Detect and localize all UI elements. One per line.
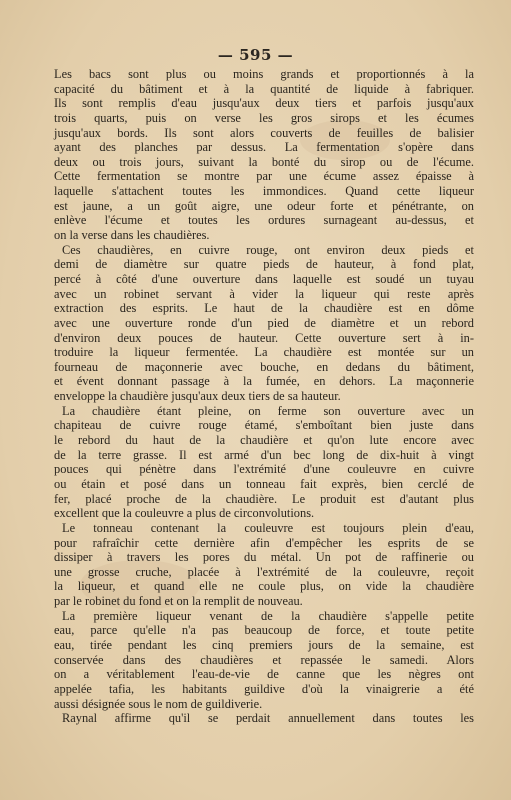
text-line: on a véritablement l'eau-de-vie de canne que les nègres ont (54, 667, 474, 682)
text-line: demi de diamètre sur quatre pieds de hauteur, à fond plat, (54, 257, 474, 272)
text-line: Cette fermentation se montre par une écume assez épaisse à (54, 169, 474, 184)
text-line: on la verse dans les chaudières. (54, 228, 210, 243)
text-line: Le tonneau contenant la couleuvre est toujours plein d'eau, (62, 520, 474, 535)
text-line: jusqu'aux bords. Ils sont alors couverts de feuilles de balisier (54, 125, 474, 140)
text-line: pour rafraîchir cette dernière afin d'empêcher les esprits de se (54, 535, 474, 550)
text-line: La première liqueur venant de la chaudière s'appelle petite (62, 608, 474, 623)
page-number: — 595 — (217, 46, 294, 64)
text-line: enveloppe la chaudière jusqu'aux deux tiers de sa hauteur. (54, 389, 341, 404)
text-line: ou étain et posé dans un tonneau fait exprès, bien cerclé de (54, 476, 474, 491)
text-line: troduire la liqueur fermentée. La chaudière est montée sur un (54, 345, 474, 360)
text-line: avec un robinet servant à vider la liqueur qui reste après (54, 286, 474, 301)
text-line: La chaudière étant pleine, on ferme son ouverture avec un (62, 403, 474, 418)
text-line: Ces chaudières, en cuivre rouge, ont environ deux pieds et (62, 242, 474, 257)
text-line: par le robinet du fond et on la remplit de nouveau. (54, 594, 303, 609)
text-line: eau, tirée pendant les cinq premiers jours de la semaine, est (54, 637, 474, 652)
text-line: deux ou trois jours, suivant la bonté du sirop ou de l'écume. (54, 154, 474, 169)
text-line: enlève l'écume et toutes les ordures surnageant au-dessus, et (54, 213, 474, 228)
text-line: une grosse cruche, placée à l'extrémité de la couleuvre, reçoit (54, 564, 474, 579)
text-line: la liqueur, et quand elle ne coule plus, on vide la chaudière (54, 579, 474, 594)
text-line: le rebord du haut de la chaudière et qu'on lute encore avec (54, 433, 474, 448)
text-line: pouces qui pénètre dans l'extrémité d'une couleuvre en cuivre (54, 462, 474, 477)
text-line: fer, placé proche de la chaudière. Le produit est d'autant plus (54, 491, 474, 506)
text-line: capacité du bâtiment et à la quantité de liquide à fabriquer. (54, 81, 474, 96)
text-line: extraction des esprits. Le haut de la chaudière est en dôme (54, 301, 474, 316)
text-line: d'environ deux pouces de hauteur. Cette ouverture sert à in- (54, 330, 474, 345)
text-line: appelée tafia, les habitants guildive d'où la vinaigrerie a été (54, 681, 474, 696)
text-line: avec une ouverture ronde d'un pied de diamètre et un rebord (54, 315, 474, 330)
text-line: chapiteau de cuivre rouge étamé, s'emboîtant bien juste dans (54, 418, 474, 433)
text-line: de la terre grasse. Il est armé d'un bec long de dix-huit à vingt (54, 447, 474, 462)
text-line: et évent donnant passage à la fumée, en dehors. La maçonnerie (54, 374, 474, 389)
text-line: conservée dans des chaudières et repassée le samedi. Alors (54, 652, 474, 667)
text-line: dissiper à travers les pores du métal. Un pot de raffinerie ou (54, 550, 474, 565)
text-line: laquelle s'attachent toutes les immondices. Quand cette liqueur (54, 184, 474, 199)
text-line: est jaune, a un goût aigre, une odeur forte et pénétrante, on (54, 198, 474, 213)
text-line: excellent que la couleuvre a plus de circonvolutions. (54, 506, 315, 521)
text-line: aussi désignée sous le nom de guildiverie. (54, 696, 263, 711)
text-line: eau, parce qu'elle n'a pas beaucoup de force, et toute petite (54, 623, 474, 638)
body-text (54, 67, 474, 726)
text-line: Raynal affirme qu'il se perdait annuellement dans toutes les (62, 711, 474, 726)
text-line: Ils sont remplis d'eau jusqu'aux deux tiers et parfois jusqu'aux (54, 96, 474, 111)
text-line: percé à côté d'une ouverture dans laquelle est soudé un tuyau (54, 271, 474, 286)
text-line: Les bacs sont plus ou moins grands et proportionnés à la (54, 67, 474, 81)
text-line: trois quarts, puis on verse les gros sirops et les écumes (54, 110, 474, 125)
text-line: fourneau de maçonnerie avec bouche, en dedans du bâtiment, (54, 359, 474, 374)
text-line: ayant des planches par dessus. La fermentation s'opère dans (54, 140, 474, 155)
